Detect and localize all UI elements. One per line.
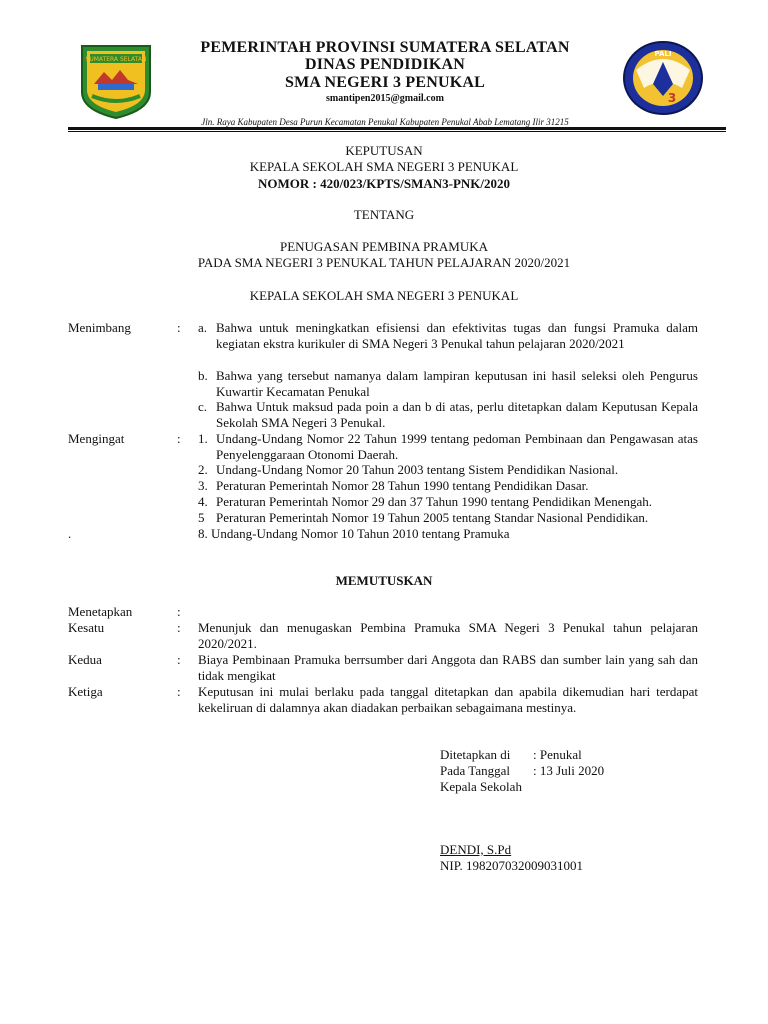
mengingat-marker-4: 4. bbox=[198, 494, 208, 509]
tanggal-label: Pada Tanggal bbox=[440, 763, 510, 778]
svg-text:3: 3 bbox=[667, 91, 677, 105]
header-school: SMA NEGERI 3 PENUKAL bbox=[284, 74, 486, 91]
menimbang-item-a: Bahwa untuk meningkatkan efisiensi dan efektivitas tugas dan fungsi Pramuka dalam kegiatan ekstra kurikuler di SMA Negeri 3 Penukal tahun pelajaran 2020/2021 bbox=[216, 320, 698, 351]
regency-logo bbox=[622, 40, 704, 116]
mengingat-item-4: Peraturan Pemerintah Nomor 29 dan 37 Tahun 1990 tentang Pendidikan Menengah. bbox=[216, 494, 653, 509]
menetapkan-label: Menetapkan bbox=[68, 604, 133, 619]
menimbang-label: Menimbang bbox=[68, 320, 131, 335]
mengingat-item-3: Peraturan Pemerintah Nomor 28 Tahun 1990 tentang Pendidikan Dasar. bbox=[216, 478, 589, 493]
doc-type: KEPUTUSAN bbox=[345, 143, 423, 158]
menimbang-marker-c: c. bbox=[198, 399, 208, 414]
mengingat-marker-5: 5 bbox=[198, 510, 205, 525]
ditetapkan-label: Ditetapkan di bbox=[440, 747, 511, 762]
mengingat-colon: : bbox=[177, 431, 181, 446]
mengingat-item-1: Undang-Undang Nomor 22 Tahun 1999 tentang pedoman Pembinaan dan Pengawasan atas Penyelenggaraan Otonomi Daerah. bbox=[216, 431, 698, 462]
doc-subject-line2: PADA SMA NEGERI 3 PENUKAL TAHUN PELAJARAN 2020/2021 bbox=[197, 255, 571, 270]
header-rule-thin bbox=[68, 131, 726, 132]
stray-dot: . bbox=[68, 526, 72, 541]
mengingat-item-2: Undang-Undang Nomor 20 Tahun 2003 tentang Sistem Pendidikan Nasional. bbox=[216, 462, 619, 477]
kesatu-colon: : bbox=[177, 620, 181, 635]
menimbang-colon: : bbox=[177, 320, 181, 335]
menimbang-item-b: Bahwa yang tersebut namanya dalam lampiran keputusan ini hasil seleksi oleh Pengurus Kuwartir Kecamatan Penukal bbox=[216, 368, 698, 399]
kesatu-label: Kesatu bbox=[68, 620, 105, 635]
kedua-text: Biaya Pembinaan Pramuka berrsumber dari Anggota dan RABS dan sumber lain yang sah dan tidak mengikat bbox=[198, 652, 698, 683]
mengingat-marker-3: 3. bbox=[198, 478, 208, 493]
doc-issuer: KEPALA SEKOLAH SMA NEGERI 3 PENUKAL bbox=[249, 288, 519, 303]
doc-issuer-title: KEPALA SEKOLAH SMA NEGERI 3 PENUKAL bbox=[249, 159, 519, 174]
menimbang-marker-b: b. bbox=[198, 368, 208, 383]
doc-about: TENTANG bbox=[353, 207, 415, 222]
memutuskan-heading: MEMUTUSKAN bbox=[335, 573, 433, 588]
ketiga-text: Keputusan ini mulai berlaku pada tanggal ditetapkan dan apabila dikemudian hari terdapat kekeliruan di dalamnya akan diadakan perbaikan sebagaimana mestinya. bbox=[198, 684, 698, 715]
tanggal-value: : 13 Juli 2020 bbox=[533, 763, 605, 778]
header-rule-thick bbox=[68, 127, 726, 130]
svg-text:PALI: PALI bbox=[654, 50, 672, 58]
ditetapkan-value: : Penukal bbox=[533, 747, 582, 762]
header-address: Jln. Raya Kabupaten Desa Purun Kecamatan Penukal Kabupaten Penukal Abab Lematang Ilir 31215 bbox=[201, 117, 569, 127]
menimbang-item-c: Bahwa Untuk maksud pada poin a dan b di atas, perlu ditetapkan dalam Keputusan Kepala Sekolah SMA Negeri 3 Penukal. bbox=[216, 399, 698, 430]
svg-text:SUMATERA SELATAN: SUMATERA SELATAN bbox=[85, 56, 147, 63]
header-agency: DINAS PENDIDIKAN bbox=[304, 56, 466, 73]
signer-nip: NIP. 198207032009031001 bbox=[440, 858, 584, 873]
menimbang-marker-a: a. bbox=[198, 320, 208, 335]
signer-position: Kepala Sekolah bbox=[440, 779, 522, 794]
mengingat-item-8: 8. Undang-Undang Nomor 10 Tahun 2010 tentang Pramuka bbox=[198, 526, 510, 541]
menetapkan-colon: : bbox=[177, 604, 181, 619]
header-email: smantipen2015@gmail.com bbox=[326, 93, 444, 104]
kedua-label: Kedua bbox=[68, 652, 102, 667]
kedua-colon: : bbox=[177, 652, 181, 667]
kesatu-text: Menunjuk dan menugaskan Pembina Pramuka SMA Negeri 3 Penukal tahun pelajaran 2020/2021. bbox=[198, 620, 698, 651]
mengingat-marker-2: 2. bbox=[198, 462, 208, 477]
doc-number: NOMOR : 420/023/KPTS/SMAN3-PNK/2020 bbox=[257, 176, 511, 191]
header-government: PEMERINTAH PROVINSI SUMATERA SELATAN bbox=[200, 39, 570, 56]
doc-subject-line1: PENUGASAN PEMBINA PRAMUKA bbox=[279, 239, 489, 254]
mengingat-label: Mengingat bbox=[68, 431, 125, 446]
signer-name: DENDI, S.Pd bbox=[440, 842, 512, 857]
provincial-logo bbox=[76, 40, 156, 120]
mengingat-marker-1: 1. bbox=[198, 431, 208, 446]
ketiga-label: Ketiga bbox=[68, 684, 103, 699]
mengingat-item-5: Peraturan Pemerintah Nomor 19 Tahun 2005 tentang Standar Nasional Pendidikan. bbox=[216, 510, 649, 525]
ketiga-colon: : bbox=[177, 684, 181, 699]
